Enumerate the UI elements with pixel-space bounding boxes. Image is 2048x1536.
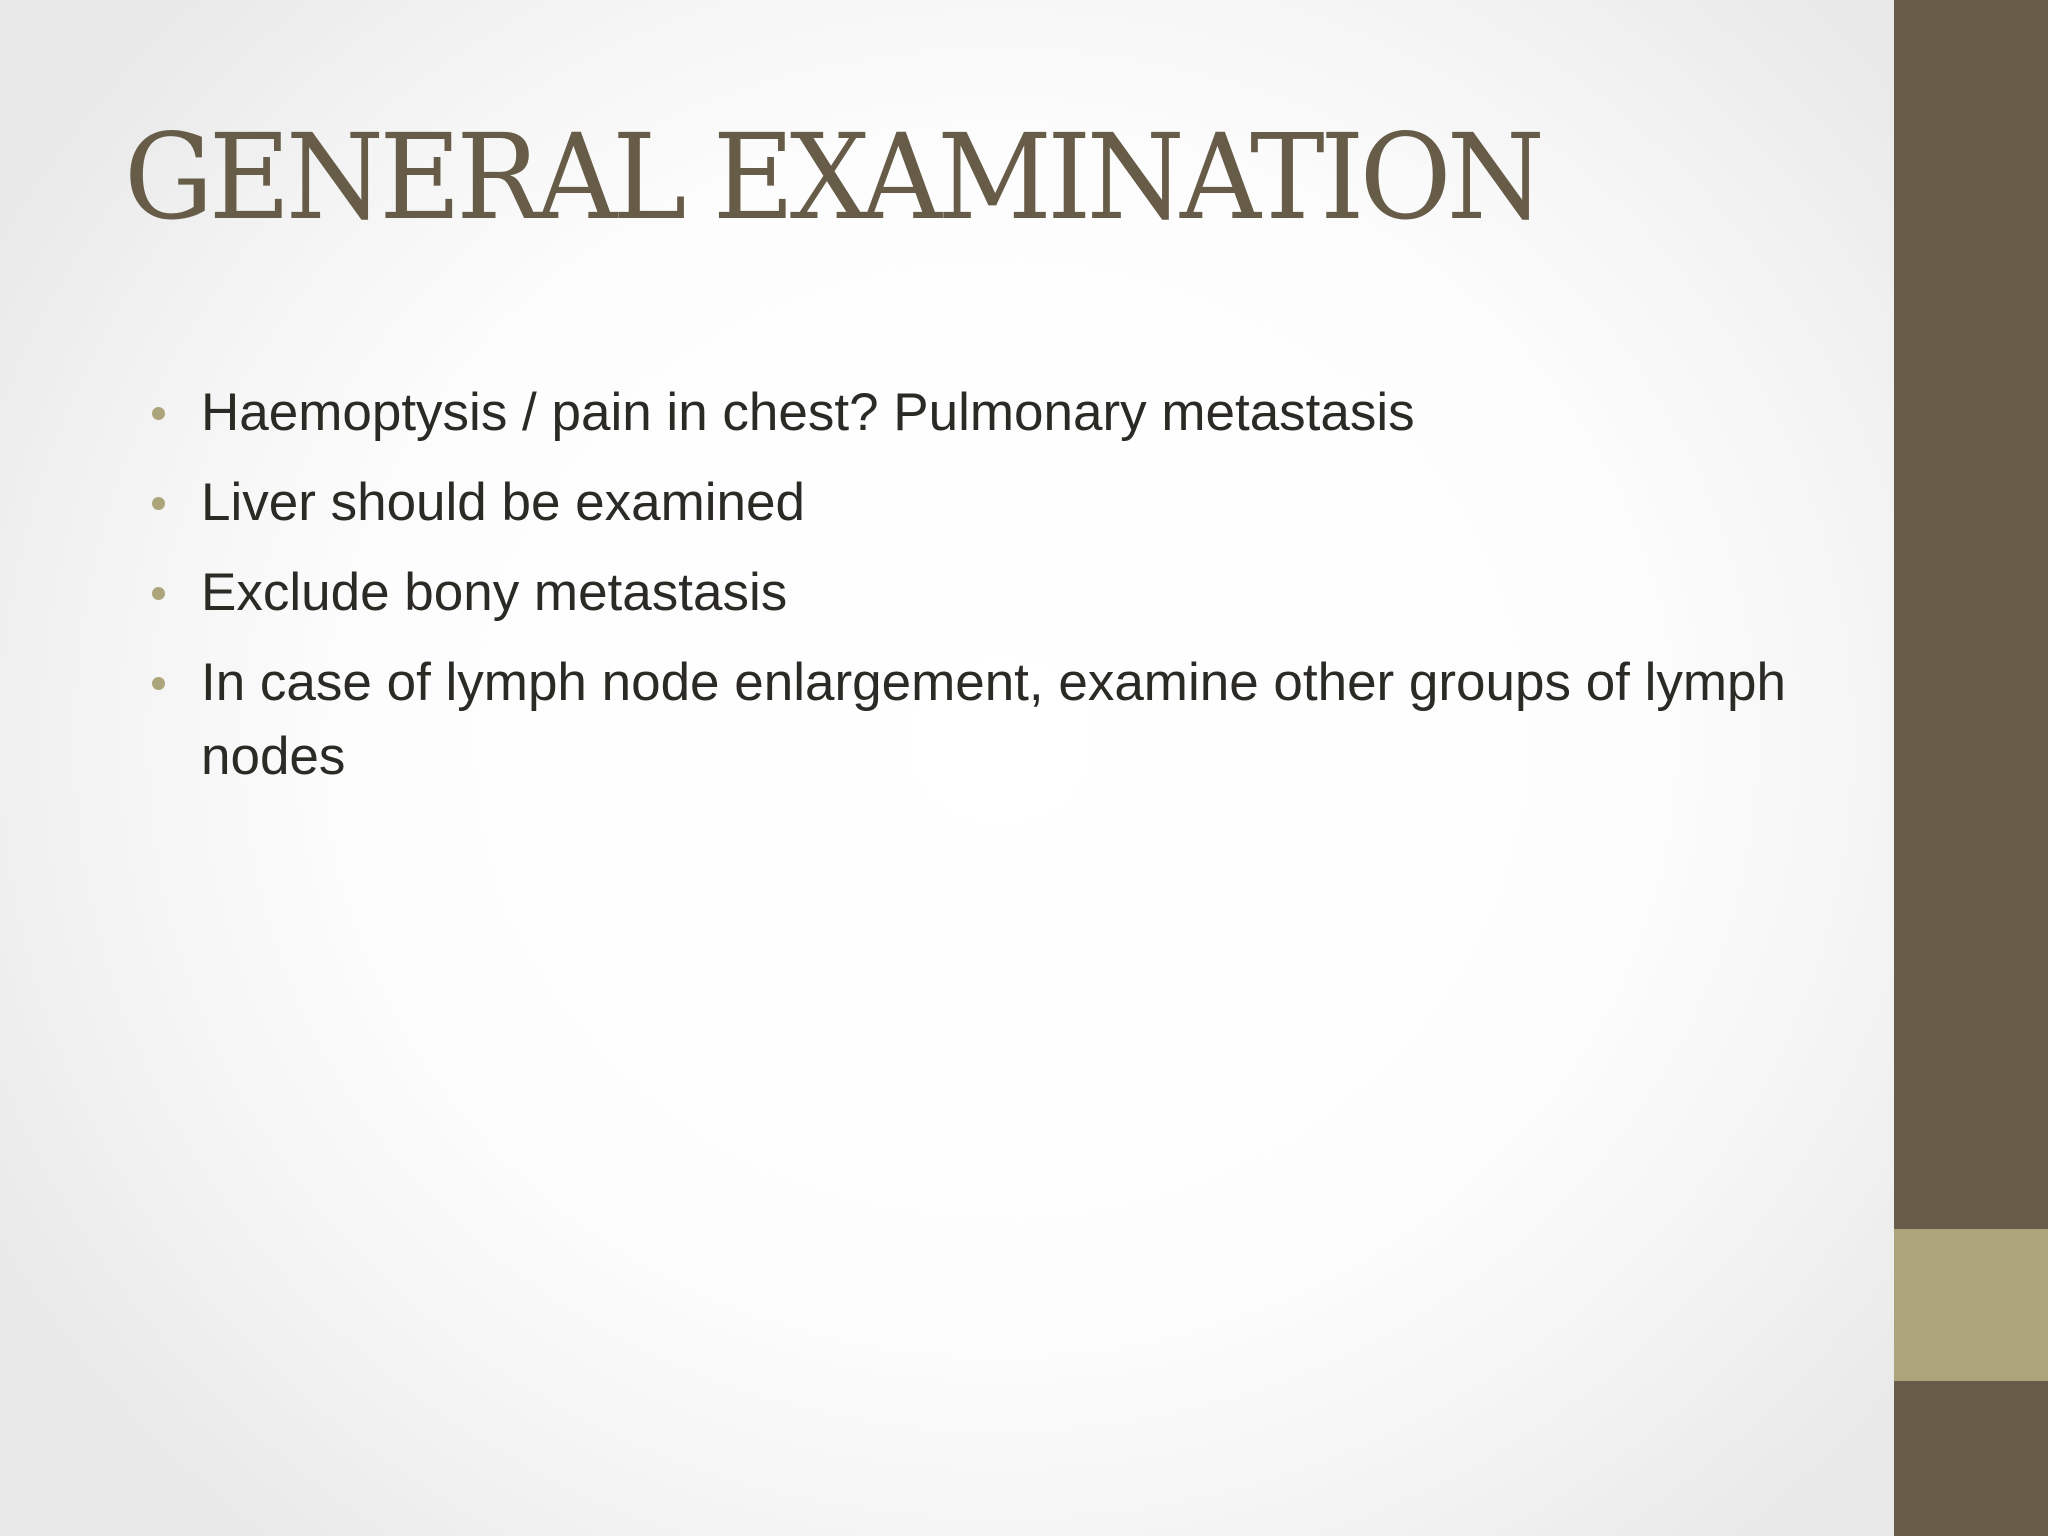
bullet-dot-icon: [152, 497, 165, 510]
bullet-item: [148, 646, 1788, 794]
bullet-item: [148, 376, 1788, 450]
bullet-dot-icon: [152, 407, 165, 420]
bullet-item: [148, 466, 1788, 540]
bullet-item: [148, 556, 1788, 630]
bullet-dot-icon: [152, 587, 165, 600]
bullet-text: Liver should be examined: [201, 473, 805, 532]
slide-title: GENERAL EXAMINATION: [124, 108, 1541, 246]
bullet-text: In case of lymph node enlargement, examine other groups of lymph nodes: [201, 653, 1787, 786]
bullet-list: [148, 376, 1788, 810]
bullet-dot-icon: [152, 677, 165, 690]
bullet-text: Haemoptysis / pain in chest? Pulmonary metastasis: [201, 383, 1415, 442]
bullet-text: Exclude bony metastasis: [201, 563, 788, 622]
decorative-side-accent: [1894, 1229, 2048, 1381]
